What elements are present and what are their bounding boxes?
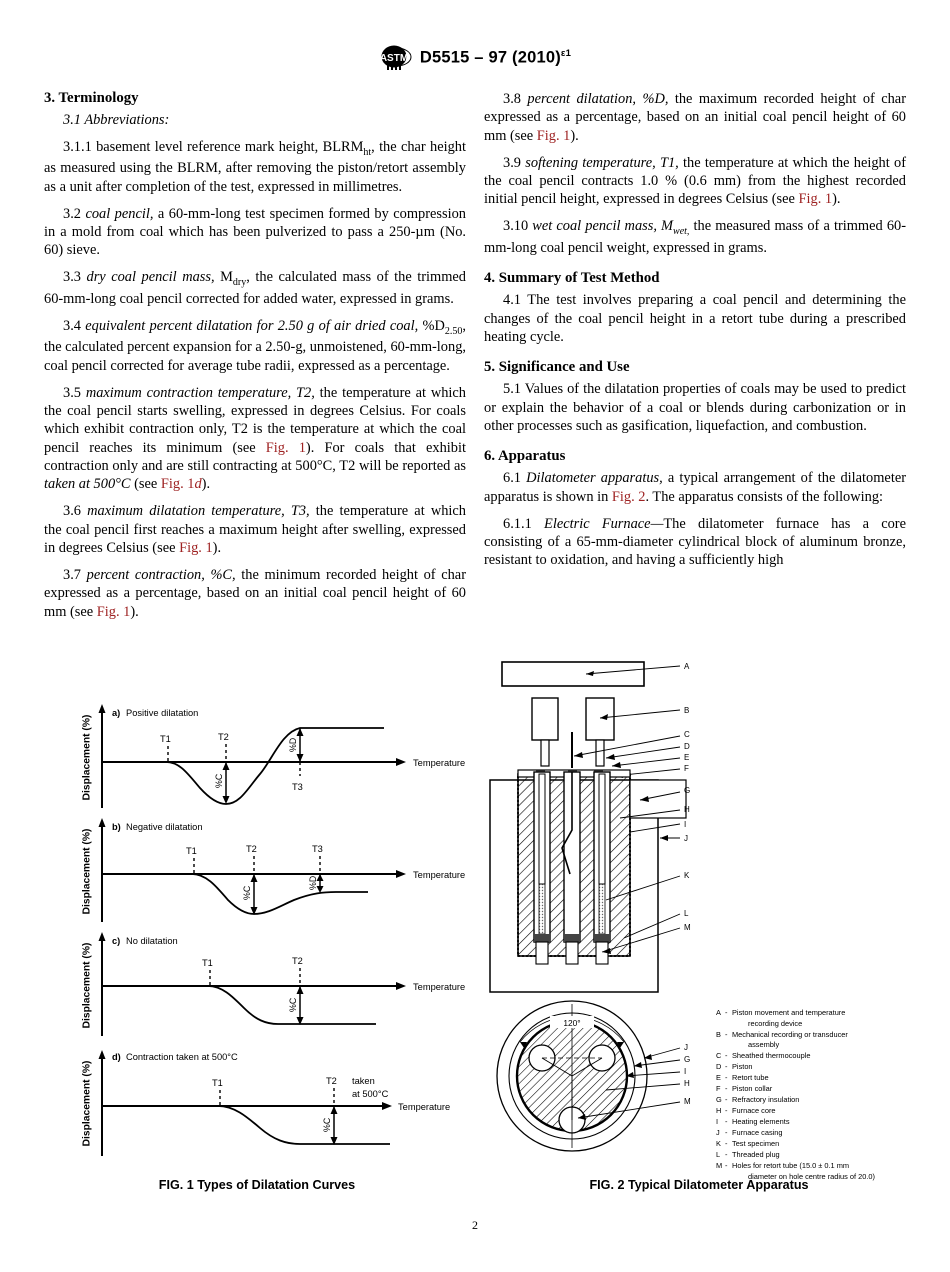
p-3-3-symbol-sub: dry bbox=[232, 277, 247, 289]
legend-item: L - Threaded plug bbox=[716, 1150, 780, 1160]
p-3-1-1-sub: ht bbox=[363, 146, 372, 158]
p-3-10-sub: wet, bbox=[673, 226, 690, 238]
ylabel-text: Displacement (%) bbox=[81, 942, 93, 1028]
figure1-panel-d bbox=[42, 1042, 472, 1164]
figure-1-caption: FIG. 1 Types of Dilatation Curves bbox=[158, 1178, 356, 1192]
figure1-panel-a-marker-t2: T2 bbox=[218, 732, 229, 742]
figure2-callout-g: G bbox=[684, 786, 691, 795]
p-3-9-num: 3.9 bbox=[503, 154, 526, 171]
figure1-panel-b-marker-t3: T3 bbox=[312, 844, 323, 854]
p-3-5-c: (see bbox=[130, 476, 161, 493]
section-heading-summary: 4. Summary of Test Method bbox=[484, 270, 660, 287]
figure2-section-callout-j: J bbox=[684, 1043, 688, 1052]
p-6-1-num: 6.1 bbox=[503, 470, 527, 487]
figure1-panel-c-letter: c) bbox=[112, 936, 121, 946]
legend-item: C - Sheathed thermocouple bbox=[716, 1051, 811, 1061]
document-designation bbox=[420, 48, 571, 68]
p-3-2-term: coal pencil, bbox=[85, 205, 154, 222]
figure2-callout-k: K bbox=[684, 871, 690, 880]
link-fig-1d-text: Fig. 1 bbox=[160, 476, 195, 493]
paragraph-3-1-1 bbox=[44, 138, 466, 196]
figure2-section-callout-i: I bbox=[684, 1067, 687, 1076]
figure2-callout-f: F bbox=[684, 764, 689, 773]
section-heading-significance: 5. Significance and Use bbox=[484, 359, 630, 376]
p-6-1-1-rest: The dilatometer furnace has a core consisting of a 65-mm-diameter cylindrical block of aluminum bronze, resistant to oxidation, and having a sufficiently high bbox=[484, 515, 906, 569]
legend-item: D - Piston bbox=[716, 1062, 753, 1072]
ylabel-text: Displacement (%) bbox=[81, 1060, 93, 1146]
legend-item: H - Furnace core bbox=[716, 1106, 776, 1116]
link-fig-2[interactable]: Fig. 2 bbox=[611, 488, 646, 505]
paragraph-3-10 bbox=[484, 217, 906, 257]
figure1-panel-d-measure-c: %C bbox=[322, 1117, 332, 1132]
figure1-panel-d-title: Contraction taken at 500°C bbox=[126, 1052, 238, 1062]
legend-item: B - Mechanical recording or transducer assembly bbox=[716, 1029, 848, 1050]
p-3-5-b: ). For coals that exhibit contraction only and are still contracting at 500°C, T2 will be reported as bbox=[44, 439, 466, 475]
paragraph-3-3 bbox=[44, 268, 466, 308]
link-fig-1[interactable]: Fig. 1 bbox=[179, 539, 213, 556]
right-column bbox=[484, 90, 906, 570]
p-3-8-term: percent dilatation, %D, bbox=[527, 91, 669, 107]
p-3-4-num: 3.4 bbox=[63, 317, 86, 334]
figure2-section-callout-h: H bbox=[684, 1079, 690, 1088]
page-header bbox=[0, 44, 950, 77]
figure2-callout-a: A bbox=[684, 662, 690, 671]
figure2-callout-b: B bbox=[684, 706, 690, 715]
figure-2-legend bbox=[716, 1008, 916, 1183]
p-6-1-1-num: 6.1.1 bbox=[503, 515, 545, 532]
figure1-panel-c-xlabel: Temperature bbox=[413, 982, 466, 992]
figure-1 bbox=[42, 700, 472, 1164]
figure1-panel-a-marker-t3: T3 bbox=[292, 782, 303, 792]
figure1-panel-b bbox=[42, 814, 472, 928]
figure-2-caption: FIG. 2 Typical Dilatometer Apparatus bbox=[589, 1178, 809, 1192]
legend-item: J - Furnace casing bbox=[716, 1128, 783, 1138]
figure1-panel-a-letter: a) bbox=[112, 708, 121, 718]
figure1-panel-a bbox=[42, 700, 472, 814]
figure1-panel-b-letter: b) bbox=[112, 822, 121, 832]
figure1-panel-a-title: Positive dilatation bbox=[126, 708, 199, 718]
p-3-4-symbol: %D bbox=[422, 317, 445, 334]
legend-item: G - Refractory insulation bbox=[716, 1095, 800, 1105]
paragraph-5-1: 5.1 Values of the dilatation properties of coals may be used to predict or explain the behavior of a coal or blends during carbonization or in other processes such as gasification, liquefaction, and combustion. bbox=[484, 381, 906, 434]
paragraph-3-2 bbox=[44, 205, 466, 260]
p-3-10-rest: the measured mass of a trimmed 60-mm-long coal pencil weight, expressed in grams. bbox=[484, 218, 907, 256]
p-3-2-rest: a 60-mm-long test specimen formed by compression in a mold from coal which has been pulverized to pass a 250-µm (No. 60) sieve. bbox=[44, 205, 466, 259]
figure1-panel-a-marker-t1: T1 bbox=[160, 734, 171, 744]
section-heading-terminology: 3. Terminology bbox=[44, 90, 139, 106]
p-6-1-b: . The apparatus consists of the following: bbox=[645, 488, 884, 505]
p-3-5-num: 3.5 bbox=[63, 384, 86, 401]
p-3-6-b: ). bbox=[212, 539, 222, 556]
paragraph-6-1 bbox=[484, 469, 906, 506]
p-3-10-term: wet coal pencil mass, M bbox=[532, 218, 674, 235]
p-3-10-num: 3.10 bbox=[503, 218, 533, 235]
figure2-section-callout-m: M bbox=[684, 1097, 691, 1106]
legend-item: E - Retort tube bbox=[716, 1073, 769, 1083]
figure2-angle-label: 120° bbox=[563, 1018, 581, 1028]
p-3-9-a: the temperature at which the height of the coal pencil contracts 1.0 % (0.6 mm) from the highest recorded initial pencil height, expressed in degrees Celsius (see bbox=[484, 154, 907, 208]
link-fig-1[interactable]: Fig. 1 bbox=[798, 191, 833, 208]
p-3-7-term: percent contraction, %C, bbox=[86, 566, 236, 583]
figure2-callout-h: H bbox=[684, 805, 690, 814]
p-3-8-b: ). bbox=[570, 127, 579, 144]
p-3-2-num: 3.2 bbox=[63, 205, 86, 222]
p-3-7-a: the minimum recorded height of char expressed as a percentage, based on an initial coal pencil height of 60 mm (see bbox=[44, 566, 466, 620]
figure1-panel-d-marker-t1: T1 bbox=[212, 1078, 223, 1088]
legend-item: M - Holes for retort tube (15.0 ± 0.1 mm diameter on hole centre radius of 20.0) bbox=[716, 1161, 875, 1181]
figure1-panel-b-measure-c: %C bbox=[242, 885, 252, 900]
paragraph-3-7 bbox=[44, 566, 466, 621]
figure1-panel-d-note-line1: taken bbox=[352, 1076, 375, 1086]
figure1-panel-b-measure-d: %D bbox=[308, 875, 318, 890]
link-fig-1[interactable]: Fig. 1 bbox=[536, 127, 571, 144]
p-3-3-symbol: M bbox=[220, 269, 233, 286]
figure2-callout-d: D bbox=[684, 742, 690, 751]
figure2-callout-l: L bbox=[684, 909, 689, 918]
paragraph-3-6 bbox=[44, 502, 466, 557]
figure1-panel-b-xlabel: Temperature bbox=[413, 870, 466, 880]
p-3-6-term: maximum dilatation temperature, T3, bbox=[87, 503, 310, 520]
ylabel-text: Displacement (%) bbox=[81, 828, 93, 914]
p-3-1-text: 3.1 Abbreviations: bbox=[63, 112, 170, 128]
p-3-1-1-pre: 3.1.1 basement level reference mark height, BLRM bbox=[63, 138, 364, 155]
left-column bbox=[44, 90, 466, 621]
figure1-panel-a-xlabel: Temperature bbox=[413, 758, 466, 768]
p-3-9-term: softening temperature, T1, bbox=[525, 154, 679, 171]
p-3-6-a: the temperature at which the coal pencil first reaches a maximum height after swelling, expressed in degrees Celsius (see bbox=[44, 503, 466, 556]
figure1-panel-d-letter: d) bbox=[112, 1052, 121, 1062]
p-6-1-term: Dilatometer apparatus, bbox=[526, 470, 663, 487]
p-3-4-rest: , the calculated percent expansion for a 2.50-g, unmoistened, 60-mm-long, coal pencil corrected for average tube radii, expressed as a percentage. bbox=[44, 317, 466, 374]
p-6-1-a: a typical arrangement of the dilatometer apparatus is shown in bbox=[484, 470, 906, 505]
figure2-callout-c: C bbox=[684, 730, 690, 739]
figure2-callout-m: M bbox=[684, 923, 691, 932]
p-3-8-num: 3.8 bbox=[503, 91, 528, 107]
link-fig-1[interactable]: Fig. 1 bbox=[96, 603, 131, 620]
paragraph-3-9 bbox=[484, 154, 906, 209]
p-3-3-term: dry coal pencil mass, bbox=[86, 269, 215, 286]
link-fig-1[interactable]: Fig. 1 bbox=[265, 439, 306, 456]
figure1-panel-c-marker-t1: T1 bbox=[202, 958, 213, 968]
p-3-5-term: maximum contraction temperature, T2, bbox=[85, 384, 315, 401]
link-fig-1d-suffix: d bbox=[194, 476, 202, 493]
ylabel-text: Displacement (%) bbox=[81, 714, 93, 800]
page-number: 2 bbox=[472, 1218, 478, 1232]
figure1-panel-b-marker-t2: T2 bbox=[246, 844, 257, 854]
legend-item: K - Test specimen bbox=[716, 1139, 780, 1149]
legend-item: F - Piston collar bbox=[716, 1084, 773, 1094]
link-fig-1d[interactable] bbox=[161, 476, 202, 492]
legend-item: A - Piston movement and temperature recording device bbox=[716, 1008, 846, 1028]
p-3-4-term: equivalent percent dilatation for 2.50 g of air dried coal, bbox=[85, 317, 419, 334]
p-3-4-symbol-sub: 2.50 bbox=[444, 325, 463, 337]
figure1-panel-c-title: No dilatation bbox=[126, 936, 178, 946]
p-3-5-it2: taken at 500°C bbox=[44, 476, 131, 493]
p-3-7-b: ). bbox=[130, 603, 139, 620]
paragraph-6-1-1 bbox=[484, 515, 906, 570]
designation-superscript: ε1 bbox=[560, 48, 572, 60]
legend-item: I - Heating elements bbox=[716, 1117, 790, 1127]
figure1-panel-a-measure-c: %C bbox=[214, 773, 224, 788]
section-heading-apparatus: 6. Apparatus bbox=[484, 448, 566, 465]
p-3-6-num: 3.6 bbox=[63, 503, 88, 520]
figure1-panel-d-marker-t2: T2 bbox=[326, 1076, 337, 1086]
figure2-callout-j: J bbox=[684, 834, 688, 843]
figure1-panel-c-measure-c: %C bbox=[288, 997, 298, 1012]
p-3-3-rest: , the calculated mass of the trimmed 60-mm-long coal pencil corrected for added water, expressed in grams. bbox=[44, 269, 466, 307]
p-3-8-a: the maximum recorded height of char expressed as a percentage, based on an initial coal pencil height of 60 mm (see bbox=[484, 91, 906, 144]
p-3-7-num: 3.7 bbox=[63, 566, 87, 583]
figure1-panel-b-marker-t1: T1 bbox=[186, 846, 197, 856]
figure1-panel-c-marker-t2: T2 bbox=[292, 956, 303, 966]
figure1-panel-c bbox=[42, 928, 472, 1042]
figure1-panel-d-note-line2: at 500°C bbox=[352, 1089, 389, 1099]
svg-text:ASTM: ASTM bbox=[379, 53, 409, 64]
paragraph-3-8 bbox=[484, 90, 906, 145]
p-3-1-1-post: , the char height as measured using the BLRM, after removing the piston/retort assembly as a unit after completion of the test, expressed in millimetres. bbox=[44, 138, 466, 195]
paragraph-3-5 bbox=[44, 384, 466, 494]
p-3-9-b: ). bbox=[832, 191, 841, 208]
paragraph-3-4 bbox=[44, 317, 466, 375]
figure1-panel-a-measure-d: %D bbox=[288, 737, 298, 752]
paragraph-3-1 bbox=[44, 111, 466, 129]
designation-text: D5515 – 97 (2010) bbox=[419, 48, 561, 67]
p-3-5-a: the temperature at which the coal pencil starts swelling, expressed in degrees Celsius. For coals which exhibit contraction only, T2 is the temperature at which the coal pencil reaches its minimum (see bbox=[44, 384, 466, 456]
paragraph-4-1: 4.1 The test involves preparing a coal pencil and determining the changes of the coal pencil height in a retort tube during a prescribed heating cycle. bbox=[484, 292, 906, 345]
figure2-callout-e: E bbox=[684, 753, 690, 762]
p-6-1-1-term: Electric Furnace— bbox=[544, 515, 664, 532]
p-3-5-d: ). bbox=[201, 476, 211, 493]
figure1-panel-b-title: Negative dilatation bbox=[126, 822, 203, 832]
astm-logo bbox=[379, 44, 413, 72]
figure1-panel-d-xlabel: Temperature bbox=[398, 1102, 451, 1112]
figure2-section-callout-g: G bbox=[684, 1055, 691, 1064]
p-3-3-num: 3.3 bbox=[63, 269, 87, 286]
figure2-callout-i: I bbox=[684, 820, 687, 829]
